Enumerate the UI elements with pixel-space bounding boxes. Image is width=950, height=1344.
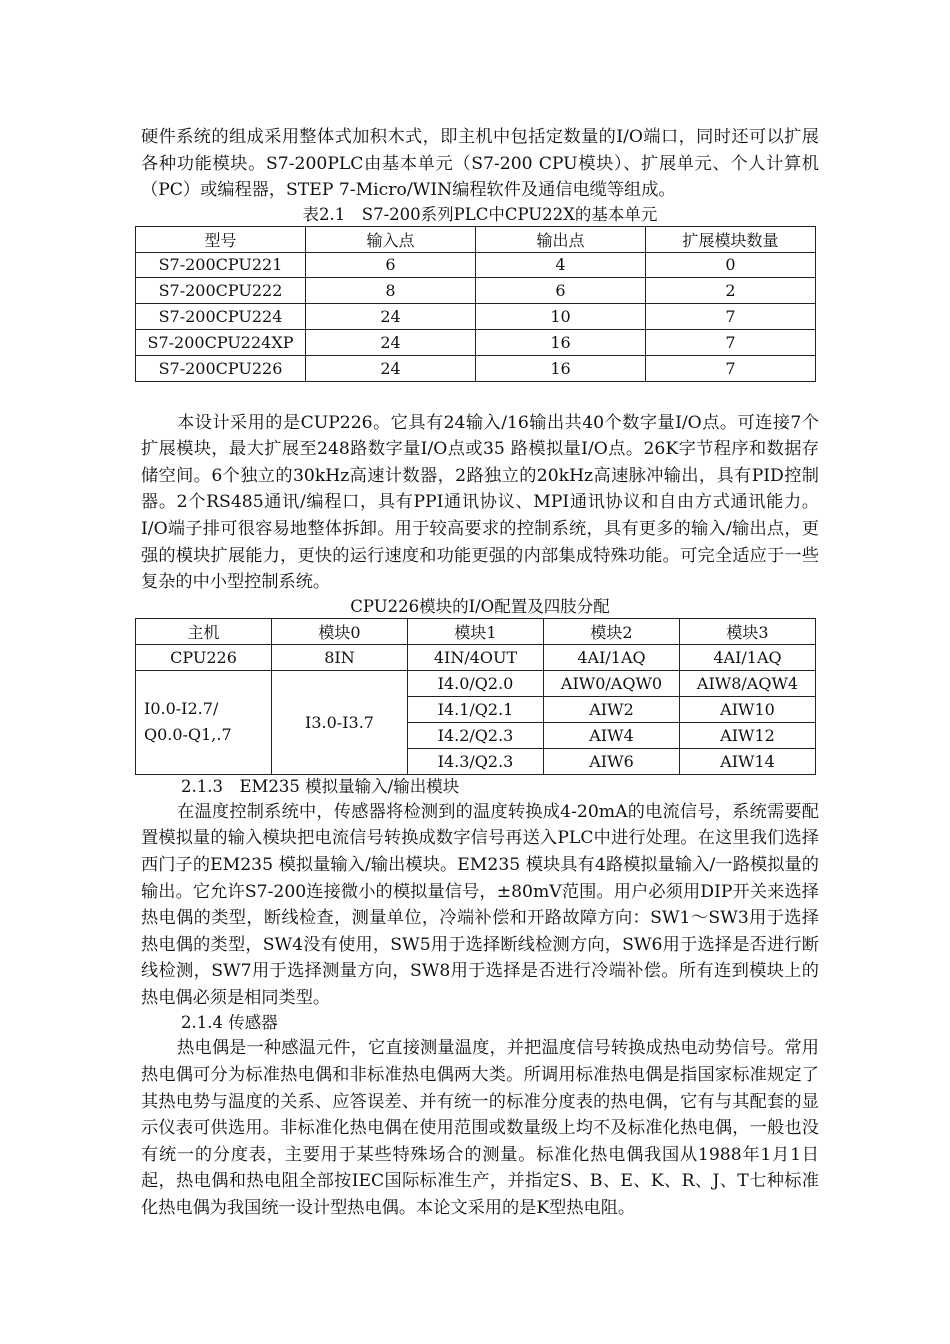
main-unit-io-line1: I0.0-I2.7/ (144, 699, 219, 719)
cpu226-paragraph: 本设计采用的是CUP226。它具有24输入/16输出共40个数字量I/O点。可连接7个扩展模块，最大扩展至248路数字量I/O点或35 路模拟量I/O点。26K字节程序和数据存储空间。6个独立的30kHz高速计数器，2路独立的20kHz高速脉冲输出，具有PID控制器。2个RS485通讯/编程口，具有PPI通讯协议、MPI通讯协议和自由方式通讯能力。I/O端子排可很容易地整体拆卸。用于较高要求的控制系统，具有更多的输入/输出点，更强的模块扩展能力，更快的运行速度和功能更强的内部集成特殊功能。可完全适应于一些复杂的中小型控制系统。 (141, 412, 819, 593)
column-header: 模块2 (544, 618, 680, 644)
column-header: 型号 (136, 226, 306, 252)
table-cell: AIW14 (680, 748, 816, 774)
table-cell: 7 (646, 355, 816, 381)
table-cell: 16 (476, 355, 646, 381)
column-header: 模块1 (408, 618, 544, 644)
table-cell: AIW10 (680, 696, 816, 722)
table-cell: I4.1/Q2.1 (408, 696, 544, 722)
column-header: 主机 (136, 618, 272, 644)
column-header: 模块0 (272, 618, 408, 644)
column-header: 输出点 (476, 226, 646, 252)
table-cell: AIW8/AQW4 (680, 670, 816, 696)
document-page (141, 124, 819, 1222)
column-header: 模块3 (680, 618, 816, 644)
table-cell: AIW6 (544, 748, 680, 774)
column-header: 输入点 (306, 226, 476, 252)
table-row (136, 278, 816, 304)
table-cell: 4AI/1AQ (544, 644, 680, 670)
table-cell: I4.3/Q2.3 (408, 748, 544, 774)
table-cell: 8 (306, 278, 476, 304)
table-row (136, 252, 816, 278)
section-heading-2-1-4: 2.1.4 传感器 (181, 1013, 278, 1033)
table-row (136, 329, 816, 355)
table-cell: 2 (646, 278, 816, 304)
table-cell: 7 (646, 329, 816, 355)
main-unit-io-line2: Q0.0-Q1,.7 (144, 725, 232, 745)
table-row (136, 670, 816, 696)
table-cell: S7-200CPU221 (136, 252, 306, 278)
em235-paragraph: 在温度控制系统中，传感器将检测到的温度转换成4-20mA的电流信号，系统需要配置模拟量的输入模块把电流信号转换成数字信号再送入PLC中进行处理。在这里我们选择西门子的EM235 模拟量输入/输出模块。EM235 模块具有4路模拟量输入/一路模拟量的输出。它允许S7-200连接微小的模拟量信号，±80mV范围。用户必须用DIP开关来选择热电偶的类型，断线检查，测量单位，冷端补偿和开路故障方向：SW1～SW3用于选择热电偶的类型，SW4没有使用，SW5用于选择断线检测方向，SW6用于选择是否进行断线检测，SW7用于选择测量方向，SW8用于选择是否进行冷端补偿。所有连到模块上的热电偶必须是相同类型。 (141, 801, 819, 1008)
table-cell: I4.0/Q2.0 (408, 670, 544, 696)
table2-caption: CPU226模块的I/O配置及四肢分配 (350, 596, 610, 616)
cpu-basic-unit-table (135, 226, 816, 382)
table-cell: 24 (306, 329, 476, 355)
table-header-row (136, 226, 816, 252)
section-heading-2-1-3: 2.1.3 EM235 模拟量输入/输出模块 (181, 776, 460, 796)
table-cell: AIW12 (680, 722, 816, 748)
table1-caption: 表2.1 S7-200系列PLC中CPU22X的基本单元 (302, 204, 658, 224)
table-cell: 8IN (272, 644, 408, 670)
table-header-row (136, 618, 816, 644)
table-cell: AIW0/AQW0 (544, 670, 680, 696)
table-cell: 4IN/4OUT (408, 644, 544, 670)
io-config-table (135, 618, 816, 775)
table-cell: 24 (306, 304, 476, 330)
table-cell: 6 (476, 278, 646, 304)
table-cell: 6 (306, 252, 476, 278)
module0-io-cell: I3.0-I3.7 (272, 670, 408, 774)
main-unit-io-cell (136, 670, 272, 774)
table-cell: S7-200CPU222 (136, 278, 306, 304)
table-row (136, 304, 816, 330)
table-cell: 4AI/1AQ (680, 644, 816, 670)
table-cell: S7-200CPU224 (136, 304, 306, 330)
sensor-paragraph: 热电偶是一种感温元件，它直接测量温度，并把温度信号转换成热电动势信号。常用热电偶可分为标准热电偶和非标准热电偶两大类。所调用标准热电偶是指国家标准规定了其热电势与温度的关系、应答误差、并有统一的标准分度表的热电偶，它有与其配套的显示仪表可供选用。非标准化热电偶在使用范围或数量级上均不及标准化热电偶，一般也没有统一的分度表，主要用于某些特殊场合的测量。标准化热电偶我国从1988年1月1日起，热电偶和热电阻全部按IEC国际标准生产，并指定S、B、E、K、R、J、T七种标准化热电偶为我国统一设计型热电偶。本论文采用的是K型热电阻。 (141, 1038, 819, 1219)
table-cell: I4.2/Q2.3 (408, 722, 544, 748)
table-cell: AIW2 (544, 696, 680, 722)
table-cell: 4 (476, 252, 646, 278)
table-cell: CPU226 (136, 644, 272, 670)
table-cell: AIW4 (544, 722, 680, 748)
table-cell: 16 (476, 329, 646, 355)
table-cell: 7 (646, 304, 816, 330)
table-cell: 24 (306, 355, 476, 381)
table-row (136, 644, 816, 670)
table-row (136, 355, 816, 381)
table-cell: 0 (646, 252, 816, 278)
table-cell: S7-200CPU226 (136, 355, 306, 381)
table-cell: 10 (476, 304, 646, 330)
intro-paragraph: 硬件系统的组成采用整体式加积木式，即主机中包括定数量的I/O端口，同时还可以扩展各种功能模块。S7-200PLC由基本单元（S7-200 CPU模块）、扩展单元、个人计算机（PC）或编程器，STEP 7-Micro/WIN编程软件及通信电缆等组成。 (141, 127, 819, 201)
table-cell: S7-200CPU224XP (136, 329, 306, 355)
column-header: 扩展模块数量 (646, 226, 816, 252)
